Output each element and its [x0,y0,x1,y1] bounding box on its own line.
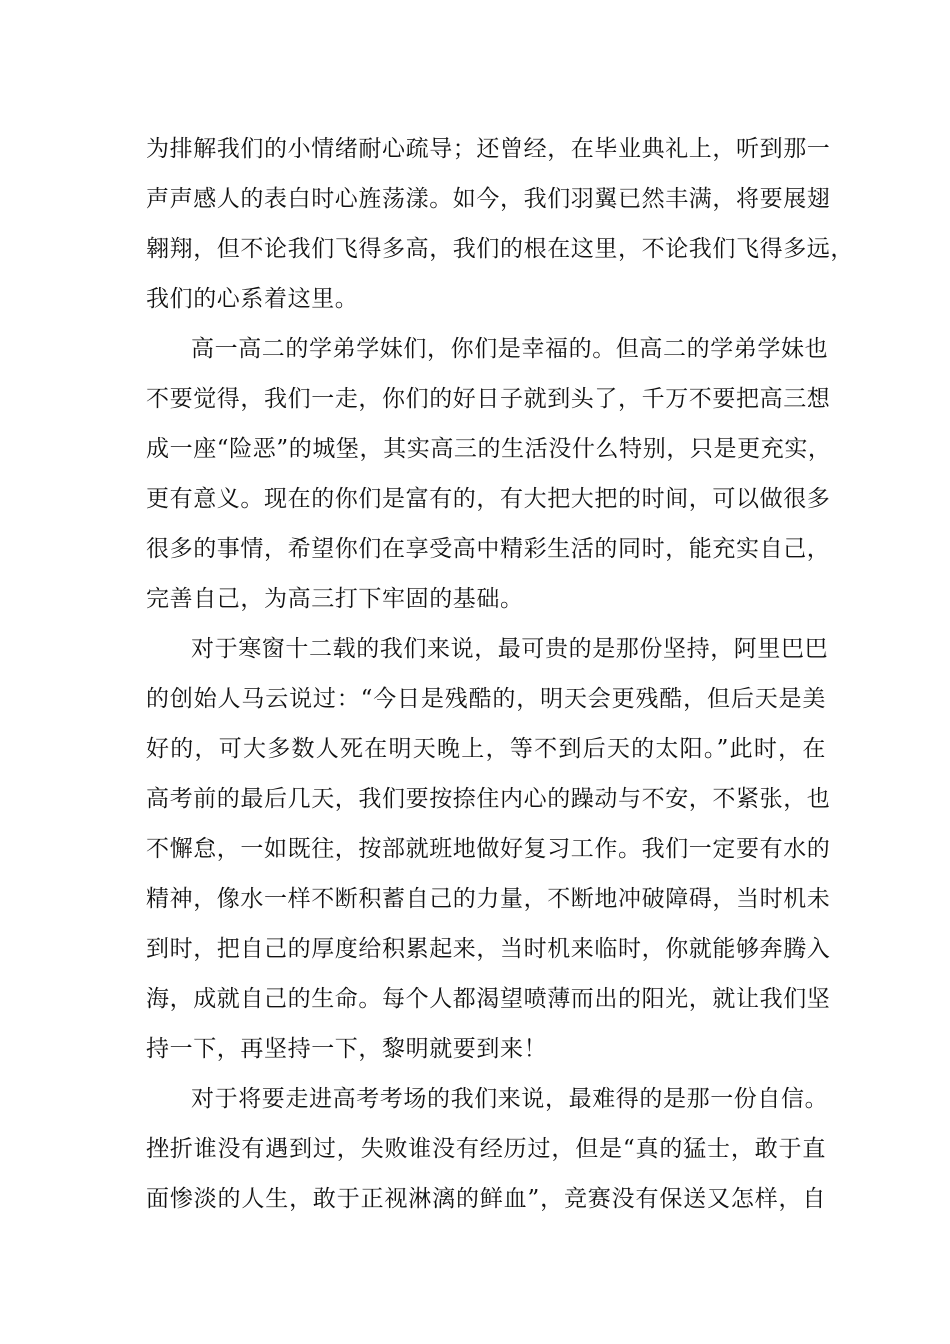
paragraph-first-line: 对于寒窗十二载的我们来说，最可贵的是那份坚持，阿里巴巴 [191,636,829,662]
paragraph-first-line: 高一高二的学弟学妹们，你们是幸福的。但高二的学弟学妹也 [191,336,829,362]
text-line: 挫折谁没有遇到过，失败谁没有经历过，但是“真的猛士，敢于直 [146,1136,826,1162]
text-line: 不懈怠，一如既往，按部就班地做好复习工作。我们一定要有水的 [146,836,831,862]
text-line: 完善自己，为高三打下牢固的基础。 [146,586,524,612]
text-line: 到时，把自己的厚度给积累起来，当时机来临时，你就能够奔腾入 [146,936,831,962]
text-line: 更有意义。现在的你们是富有的，有大把大把的时间，可以做很多 [146,486,831,512]
text-line: 面惨淡的人生，敢于正视淋漓的鲜血”，竞赛没有保送又怎样，自 [146,1186,826,1212]
text-line: 翱翔，但不论我们飞得多高，我们的根在这里，不论我们飞得多远， [146,236,854,262]
text-line: 我们的心系着这里。 [146,286,359,312]
paragraph-first-line: 对于将要走进高考考场的我们来说，最难得的是那一份自信。 [191,1086,829,1112]
text-line: 海，成就自己的生命。每个人都渴望喷薄而出的阳光，就让我们坚 [146,986,831,1012]
text-line: 好的，可大多数人死在明天晚上，等不到后天的太阳。”此时，在 [146,736,826,762]
text-line: 声声感人的表白时心旌荡漾。如今，我们羽翼已然丰满，将要展翅 [146,186,831,212]
text-line: 精神，像水一样不断积蓄自己的力量，不断地冲破障碍，当时机未 [146,886,831,912]
text-line: 高考前的最后几天，我们要按捺住内心的躁动与不安，不紧张，也 [146,786,831,812]
text-line: 成一座“险恶”的城堡，其实高三的生活没什么特别，只是更充实， [146,436,832,462]
text-line: 不要觉得，我们一走，你们的好日子就到头了，千万不要把高三想 [146,386,831,412]
text-line: 持一下，再坚持一下，黎明就要到来！ [146,1036,548,1062]
text-line: 为排解我们的小情绪耐心疏导；还曾经，在毕业典礼上，听到那一 [146,136,831,162]
text-line: 很多的事情，希望你们在享受高中精彩生活的同时，能充实自己， [146,536,831,562]
text-line: 的创始人马云说过：“今日是残酷的，明天会更残酷，但后天是美 [146,686,826,712]
